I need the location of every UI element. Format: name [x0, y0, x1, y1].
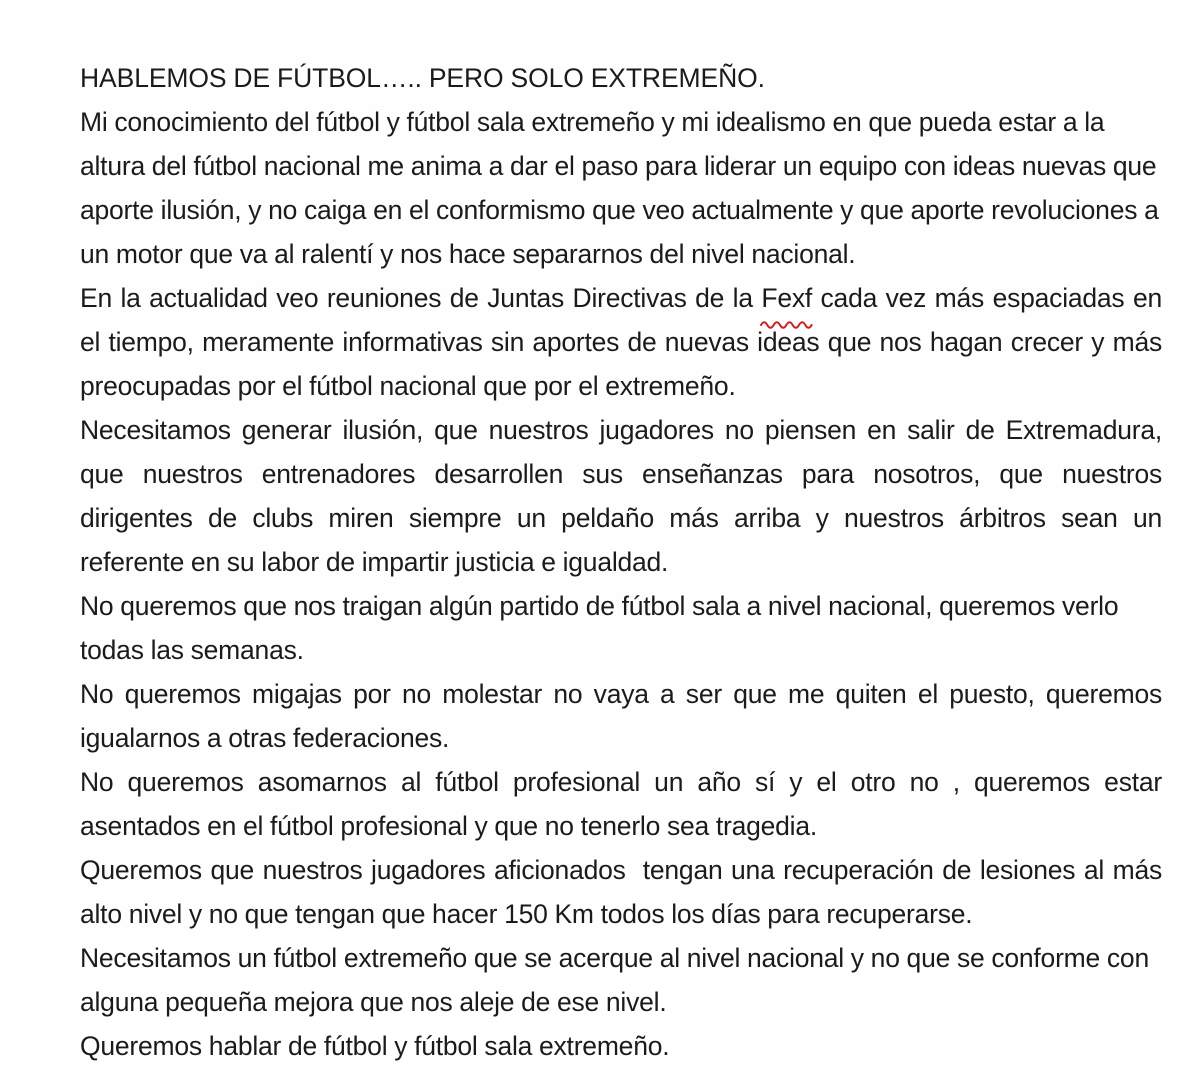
document-title-line: HABLEMOS DE FÚTBOL….. PERO SOLO EXTREMEÑO.	[80, 63, 765, 93]
document-text-body	[80, 56, 1162, 1068]
misspelled-word-text: Fexf	[761, 283, 813, 313]
paragraph-hablar: Queremos hablar de fútbol y fútbol sala extremeño.	[80, 1031, 670, 1061]
paragraph-conocimiento: Mi conocimiento del fútbol y fútbol sala extremeño y mi idealismo en que pueda estar a la altura del fútbol nacional me anima a dar el paso para liderar un equipo con ideas nuevas que aporte ilusión, y no caiga en el conformismo que veo actualmente y que aporte revoluciones a un motor que va al ralentí y nos hace separarnos del nivel nacional.	[80, 107, 1159, 269]
paragraph-actualidad-text-before: En la actualidad veo reuniones de Juntas Directivas de la	[80, 283, 762, 313]
paragraph-actualidad	[80, 276, 1162, 408]
misspelled-word-fexf	[761, 276, 812, 320]
spellcheck-squiggle-icon	[761, 319, 812, 327]
paragraph-aficionados: Queremos que nuestros jugadores aficionados tengan una recuperación de lesiones al más alto nivel y no que tengan que hacer 150 Km todos los días para recuperarse.	[80, 855, 1162, 929]
paragraph-necesitamos-ilusion: Necesitamos generar ilusión, que nuestros jugadores no piensen en salir de Extremadura, que nuestros entrenadores desarrollen sus enseñanzas para nosotros, que nuestros dirigentes de clubs miren siempre un peldaño más arriba y nuestros árbitros sean un referente en su labor de impartir justicia e igualdad.	[80, 415, 1162, 577]
paragraph-migajas: No queremos migajas por no molestar no vaya a ser que me quiten el puesto, queremos igualarnos a otras federaciones.	[80, 679, 1162, 753]
paragraph-actualidad-text-after: cada vez más espaciadas en el tiempo, meramente informativas sin aportes de nuevas ideas que nos hagan crecer y más preocupadas por el fútbol nacional que por el extremeño.	[80, 283, 1162, 401]
paragraph-no-traigan: No queremos que nos traigan algún partido de fútbol sala a nivel nacional, queremos verlo todas las semanas.	[80, 591, 1119, 665]
paragraph-asomarnos: No queremos asomarnos al fútbol profesional un año sí y el otro no , queremos estar asentados en el fútbol profesional y que no tenerlo sea tragedia.	[80, 767, 1162, 841]
paragraph-necesitamos-futbol: Necesitamos un fútbol extremeño que se acerque al nivel nacional y no que se conforme con alguna pequeña mejora que nos aleje de ese nivel.	[80, 943, 1149, 1017]
